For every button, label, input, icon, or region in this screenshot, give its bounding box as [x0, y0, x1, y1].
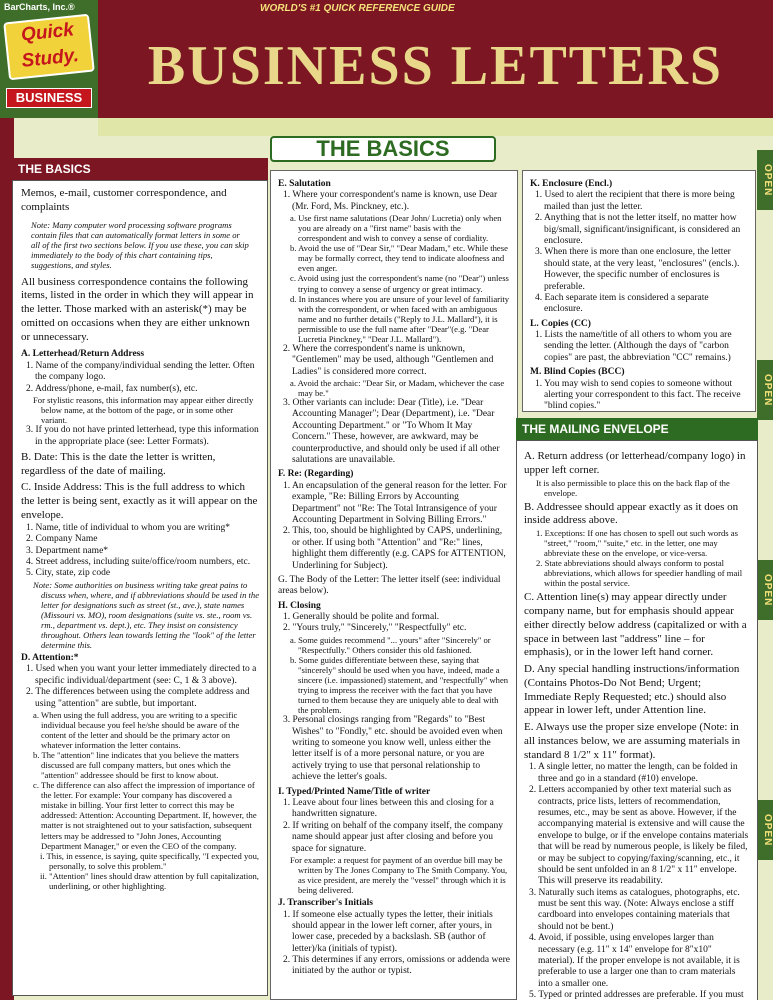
item-l1: 1. Lists the name/title of all others to whom you are sending the letter. (Although the days of "carbon copies" are past, the abbreviation "CC" remains.) — [535, 330, 732, 363]
item-d2a: a. When using the full address, you are writing to a specific individual because you feel he/she should be aware of the content of the letter and should be the primary actor on whatever information the letter contains. — [33, 709, 240, 751]
env-item-a: A. Return address (or letterhead/company logo) in upper left corner. — [524, 450, 746, 476]
env-item-e5: 5. Typed or printed addresses are preferable. If you must — [529, 990, 744, 1000]
logo-line-study: Study. — [20, 44, 80, 72]
item-a1: 1. Name of the company/individual sending the letter. Often the company logo. — [26, 360, 255, 383]
column-envelope — [516, 418, 758, 1000]
item-h2b: b. Some guides differentiate between these, saying that "sincerely" should be used when you have, indeed, made a sincere (i.e. impassioned) statement, and "respectfully" when trying to impress the receiver with the fact that you have turned to them because they are uniquely able to deal with the problem. — [290, 654, 509, 716]
publisher-name: BarCharts, Inc.® — [4, 2, 75, 12]
page-title: BUSINESS LETTERS — [147, 35, 724, 97]
item-j2: 2. This determines if any errors, omissions or addenda were initiated by the author or typist. — [283, 955, 510, 977]
basics-note: Note: Many computer word processing software programs contain files that can automatically format letters in some or all of the first two sections below. If you use these, you can skip immediately to the body of this chart containing tips, suggestions, and styles. — [31, 219, 249, 270]
open-tab-3: OPEN — [757, 560, 773, 620]
env-item-b1: 1. Exceptions: If one has chosen to spell out such words as "street," "room," "suite," etc. in the letter, one may abbreviate these on the envelope, or vice-versa. — [536, 528, 738, 559]
item-j1: 1. If someone else actually types the letter, their initials should appear in the lower left corner, after yours, in lower case, preceded by a backslash. SB (author of letter)/ka (initials of typist). — [283, 909, 493, 954]
tagline: WORLD'S #1 QUICK REFERENCE GUIDE — [260, 3, 455, 14]
open-tab-1: OPEN — [757, 150, 773, 210]
env-item-e: E. Always use the proper size envelope (Note: in all instances below, we are assuming materials in standard 8 1/2" x 11" format). — [524, 721, 741, 761]
subheader-strip — [98, 118, 773, 136]
item-d1: 1. Used when you want your letter immediately directed to a specific individual/department (see: C, 1 & 3 above). — [26, 664, 257, 686]
open-tab-4: OPEN — [757, 800, 773, 860]
item-e2a: a. Avoid the archaic: "Dear Sir, or Madam, whichever the case may be." — [290, 377, 505, 398]
item-c1: 1. Name, title of individual to whom you are writing* — [26, 522, 230, 533]
quickstudy-logo — [3, 14, 95, 81]
item-d2b: b. The "attention" line indicates that you believe the matters discussed are full company matters, but ones which the "attention" addressee should be first to know about. — [33, 750, 239, 781]
item-e1: 1. Where your correspondent's name is known, use Dear (Mr. Ford, Ms. Pinckney, etc.). — [283, 190, 498, 212]
item-d2ci: i. This, in essence, is saying, quite specifically, "I expected you, personally, to solve this problem." — [40, 850, 260, 871]
item-b: B. Date: This is the date the letter is written, regardless of the date of mailing. — [21, 450, 216, 477]
item-d2cii: ii. "Attention" lines should draw attention by full capitalization, underlining, or other highlighting. — [40, 870, 259, 891]
column-middle — [270, 170, 518, 1000]
item-k1: 1. Used to alert the recipient that there is more being mailed than just the letter. — [535, 190, 735, 212]
envelope-body — [516, 440, 758, 1000]
section-tab-envelope: THE MAILING ENVELOPE — [516, 418, 758, 440]
item-f-heading: F. Re: (Regarding) — [278, 469, 354, 480]
item-i2: 2. If writing on behalf of the company itself, the company name should appear just after closing and before you space for signature. — [283, 820, 504, 854]
item-k3: 3. When there is more than one enclosure, the letter should state, at the very least, "enclosures" (encls.). However, the specific number of enclosures is preferable. — [535, 247, 740, 292]
column-right-top — [522, 170, 756, 412]
brand-box — [0, 0, 98, 118]
env-item-b2: 2. State abbreviations should always conform to postal abbreviations, which allows for speedier handling of mail within the postal service. — [536, 558, 743, 589]
item-f1: 1. An encapsulation of the general reason for the letter. For example, "Re: Billing Errors by Accounting Department" not "Re: The Total Intransigence of your Accounting Department in Solving Billing Errors." — [283, 480, 507, 525]
item-c2: 2. Company Name — [26, 534, 98, 545]
item-h1: 1. Generally should be polite and formal. — [283, 612, 440, 623]
item-i1: 1. Leave about four lines between this and closing for a handwritten signature. — [283, 797, 494, 820]
column-basics — [12, 158, 268, 1000]
logo-line-quick: Quick — [20, 19, 75, 46]
item-e1c: c. Avoid using just the correspondent's name (no "Dear") unless trying to convey a sense of urgency or great intimacy. — [290, 273, 509, 294]
item-f2: 2. This, too, should be highlighted by CAPS, underlining, or other. If using both "Attention" and "Re:" lines, highlight them differently (e.g. CAPS for ATTENTION, Underlining for Subject). — [283, 526, 506, 571]
env-item-e3: 3. Naturally such items as catalogues, photographs, etc. must be sent this way. (Note: Always enclose a stiff cardboard into envelopes containing materials that should not be bent.) — [529, 887, 740, 932]
section-heading-basics: THE BASICS — [270, 136, 496, 162]
env-item-e4: 4. Avoid, if possible, using envelopes larger than necessary (e.g. 11" x 14" envelope for 8"x10" material). If the proper envelope is not available, it is preferable to use a larger one than to cram materials into a smaller one. — [529, 933, 740, 989]
env-item-b: B. Addressee should appear exactly as it does on inside address above. — [524, 500, 739, 527]
item-c3: 3. Department name* — [26, 545, 109, 556]
item-e1a: a. Use first name salutations (Dear John/ Lucretia) only when you are already on a "first name" basis with the correspondent and wish to convey a sense of cordiality. — [290, 213, 502, 244]
item-m1: 1. You may wish to send copies to someone without alerting your correspondent to this fact. The receive "blind copies." — [535, 378, 741, 412]
env-item-e2: 2. Letters accompanied by other text material such as contracts, price lists, letters of recommendation, resumes, etc., may be sent as above. However, if the accompanying material is extensive and will cause the envelope to bulge, or if the envelope contains materials that will be read by numerous people, is likely be filed, or may be subject to copying/faxing/scanning, etc., it should be sent unfolded in an 8 1/2" x 11" envelope. This will preserve its readability. — [529, 785, 749, 887]
item-h-heading: H. Closing — [278, 600, 321, 611]
item-h2a: a. Some guides recommend "... yours" after "Sincerely" or "Respectfully." Others consider this old fashioned. — [290, 634, 491, 655]
item-a3: 3. If you do not have printed letterhead, type this information in the appropriate place (see: Letter Formats). — [26, 425, 259, 447]
basics-overview: All business correspondence contains the following items, listed in the order in which they will appear in the letter. Those marked with an asterisk(*) may be omitted on occasions when they are either unknown or unnecessary. — [21, 275, 254, 343]
item-d-heading: D. Attention:* — [21, 653, 79, 663]
item-a2: 2. Address/phone, e-mail, fax number(s), etc. — [26, 383, 198, 394]
logo-business-badge: BUSINESS — [6, 88, 92, 108]
item-c-note: Note: Some authorities on business writing take great pains to discuss when, where, and if abbreviations should be used in the letter for designations such as street (st., ave.), state names (Missouri vs. MO), room designations (suite vs. ste., room vs. rm., department vs. dept.), etc. They insist on consistency throughout. Others lean towards letting the "look" of the letter determine this. — [33, 579, 260, 650]
item-e2: 2. Where the correspondent's name is unknown, "Gentlemen" may be used, although "Gentlemen and Ladies" is considered more correct. — [283, 343, 494, 377]
item-k-heading: K. Enclosure (Encl.) — [530, 179, 613, 189]
item-e3: 3. Other variants can include: Dear (Title), i.e. "Dear Accounting Manager"; Dear (Department), i.e. "Dear Accounting Department." or "To Whom It May Concern." These, however, are awkward, may be counterproductive, and should only be used if all other salutations are unavailable. — [283, 398, 500, 465]
item-l-heading: L. Copies (CC) — [530, 318, 591, 329]
item-e1d: d. In instances where you are unsure of your level of familiarity with the correspondent, or when faced with an ambiguous name and no further details ("Reply to J.L. Mallard"), it is permissible to use the full name after "Dear"(e.g. "Dear Lucretia Pinckney," "Dear J.L. Mallard"). — [290, 293, 510, 344]
env-item-a-note: It is also permissible to place this on the back flap of the envelope. — [536, 477, 730, 498]
item-e1b: b. Avoid the use of "Dear Sir," "Dear Madam," etc. While these may be formally correct, they tend to indicate aloofness and even anger. — [290, 243, 508, 274]
item-c4: 4. Street address, including suite/office/room numbers, etc. — [26, 556, 251, 567]
basics-intro: Memos, e-mail, customer correspondence, and complaints — [21, 187, 227, 213]
item-g: G. The Body of the Letter: The letter itself (see: individual areas below). — [278, 574, 501, 597]
open-tab-2: OPEN — [757, 360, 773, 420]
env-item-d: D. Any special handling instructions/information (Contains Photos-Do Not Bend; Urgent; Immediate Reply Requested; etc.) should also appear in lower left, under Attention line. — [524, 663, 740, 717]
item-a-heading: A. Letterhead/Return Address — [21, 349, 145, 360]
item-k2: 2. Anything that is not the letter itself, no matter how big/small, significant/insignificant, is considered an enclosure. — [535, 213, 741, 246]
item-h3: 3. Personal closings ranging from "Regards" to "Best Wishes" to "Fondly," etc. should be avoided even when writing to someone you know well, unless either the letter itself is of a more personal nature, or you are actively trying to use that personal relationship to achieve the letter's goals. — [283, 715, 503, 783]
env-item-c: C. Attention line(s) may appear directly under company name, but for emphasis should appear either directly below address (capitalized or with a space in between last "address" line – for emphasis), or in the lower left hand corner. — [524, 591, 747, 659]
item-k4: 4. Each separate item is considered a separate enclosure. — [535, 292, 709, 315]
basics-body — [12, 180, 268, 996]
item-i-heading: I. Typed/Printed Name/Title of writer — [278, 786, 431, 797]
item-h2: 2. "Yours truly," "Sincerely," "Respectfully" etc. — [283, 623, 467, 634]
item-m-heading: M. Blind Copies (BCC) — [530, 367, 625, 378]
env-item-e1: 1. A single letter, no matter the length, can be folded in three and go in a standard (#10) envelope. — [529, 762, 738, 784]
item-a2-note: For stylistic reasons, this information may appear either directly below name, at the bottom of the page, or in some other variant. — [33, 395, 254, 426]
section-tab-basics: THE BASICS — [12, 158, 268, 180]
item-c5: 5. City, state, zip code — [26, 568, 111, 579]
item-d2: 2. The differences between using the complete address and using "attention" are subtle, but important. — [26, 687, 250, 709]
item-e-heading: E. Salutation — [278, 179, 331, 189]
item-j-heading: J. Transcriber's Initials — [278, 898, 373, 909]
item-d2c: c. The difference can also affect the impression of importance of the letter. For example: Your company has discovered a mistake in billing. Your first letter to correct this may be addressed: Attention: Accounting Department. If, however, the matter is not straightened out to your satisfaction, subsequent letters may be addressed to "John Jones, Accounting Department Manager," or even the CEO of the company. — [33, 780, 257, 851]
item-i2-note: For example: a request for payment of an overdue bill may be written by The Jones Company to The Smith Company. You, as vice president, are merely the "vessel" through which it is being delivered. — [290, 854, 508, 896]
header-banner — [0, 0, 773, 118]
item-c: C. Inside Address: This is the full address to which the letter is being sent, exactly as it will appear on the envelope. — [21, 481, 258, 521]
